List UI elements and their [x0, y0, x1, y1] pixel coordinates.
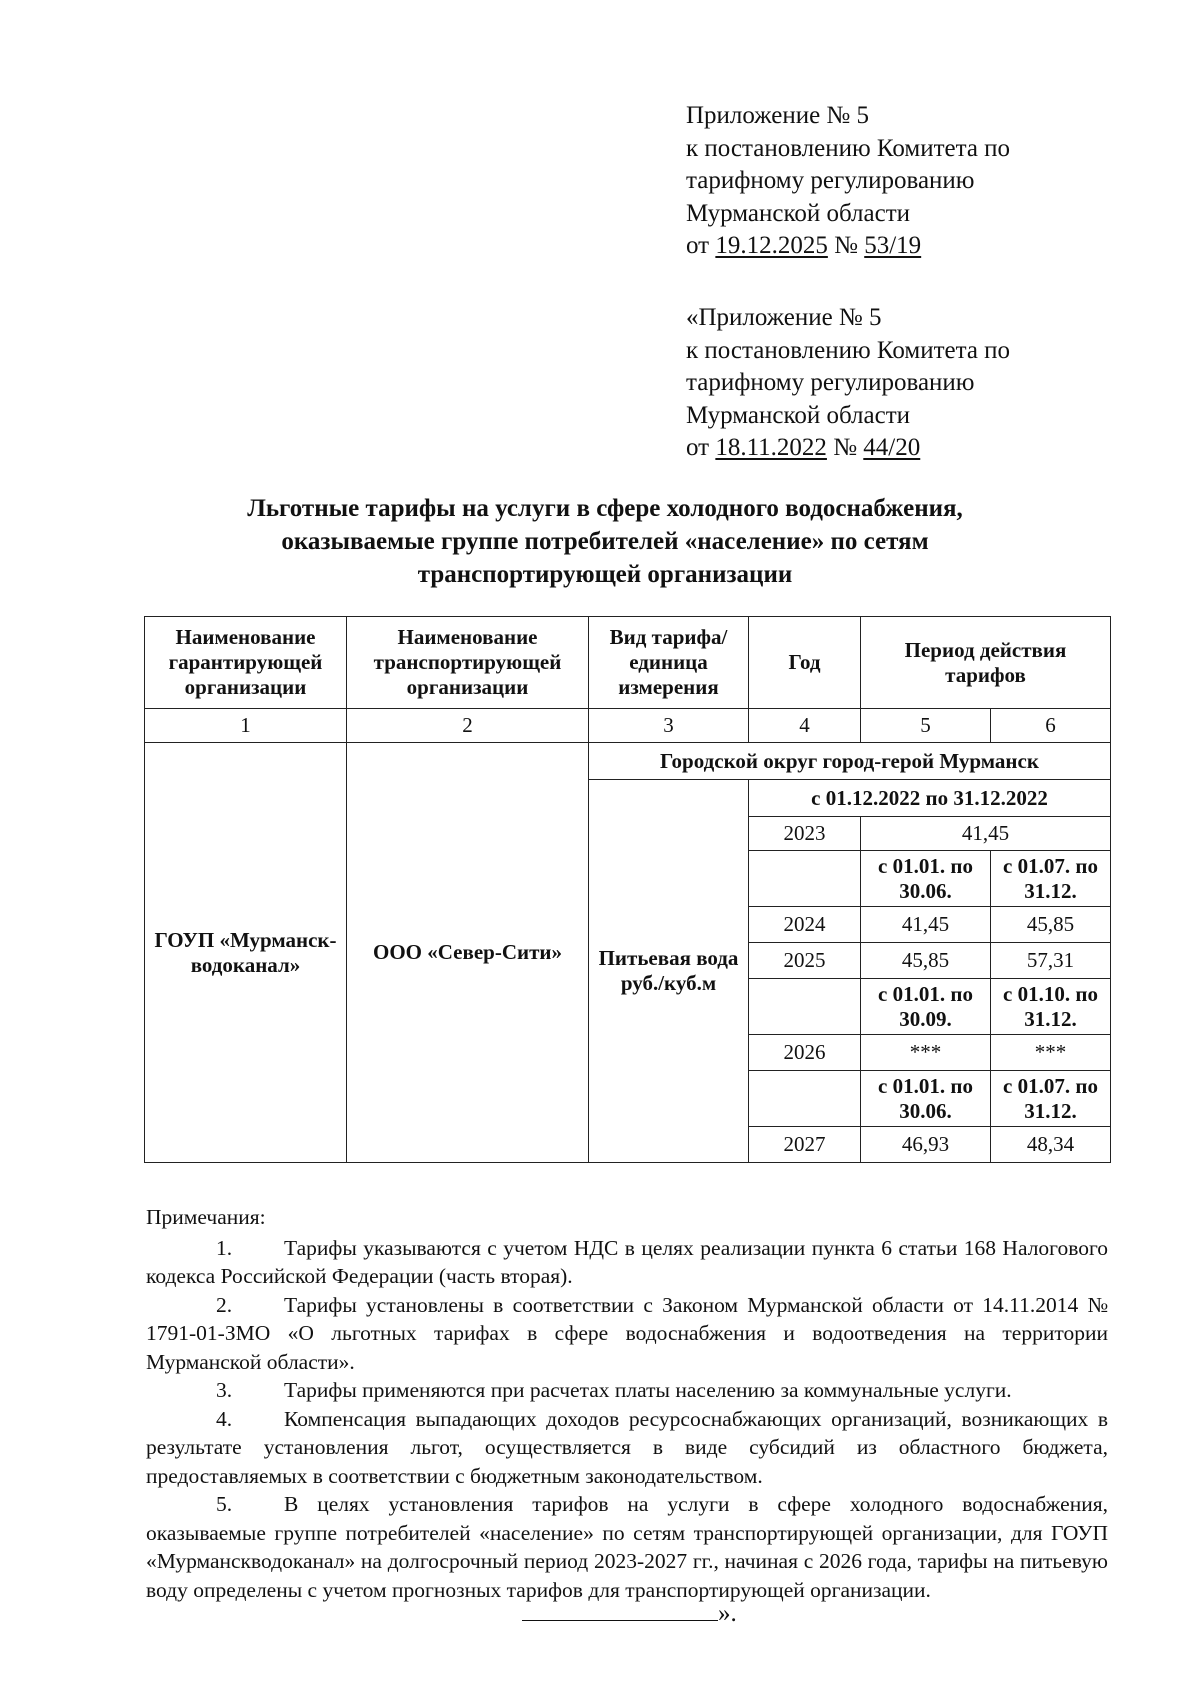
header-period: Период действия тарифов	[861, 617, 1111, 709]
closing-quote: ».	[718, 1600, 737, 1627]
date-prefix: от	[686, 232, 710, 259]
first-period-cell: с 01.12.2022 по 31.12.2022	[749, 780, 1111, 817]
appendix-line: тарифному регулированию	[686, 167, 975, 194]
year-cell: 2024	[749, 907, 861, 943]
tariff-value: ***	[861, 1035, 991, 1071]
year-cell-empty	[749, 979, 861, 1035]
note-text: Тарифы указываются с учетом НДС в целях реализации пункта 6 статьи 168 Налогового кодекса Российской Федерации (часть вторая).	[146, 1235, 1108, 1288]
column-number: 2	[347, 709, 589, 743]
title-line: оказываемые группе потребителей «население» по сетям	[281, 528, 929, 555]
note-number: 4.	[216, 1406, 233, 1431]
decree-number: 53/19	[864, 232, 922, 259]
period-cell: с 01.07. по 31.12.	[991, 851, 1111, 907]
tariff-value: 41,45	[861, 907, 991, 943]
closing-mark	[522, 1598, 737, 1629]
appendix-line: к постановлению Комитета по	[686, 134, 1011, 162]
title-line: Льготные тарифы на услуги в сфере холодного водоснабжения,	[247, 495, 963, 522]
header-tariff-type: Вид тарифа/ единица измерения	[589, 617, 749, 709]
tariff-value: 48,34	[991, 1127, 1111, 1163]
header-year: Год	[749, 617, 861, 709]
appendix-line: к постановлению Комитета по	[686, 336, 1011, 364]
decree-number: 44/20	[863, 434, 921, 461]
period-cell: с 01.01. по 30.06.	[861, 851, 991, 907]
appendix-date-line	[686, 432, 1116, 465]
note-number: 3.	[216, 1378, 233, 1402]
note-item	[146, 1376, 1108, 1405]
region-cell: Городской округ город-герой Мурманск	[589, 743, 1111, 780]
table-row	[145, 743, 1111, 780]
year-cell: 2026	[749, 1035, 861, 1071]
decree-date: 19.12.2025	[715, 232, 828, 259]
note-item	[146, 1234, 1108, 1291]
appendix-title: Приложение № 5	[686, 102, 870, 129]
decree-date: 18.11.2022	[715, 434, 827, 461]
tariff-value: 45,85	[861, 943, 991, 979]
tariff-value: 57,31	[991, 943, 1111, 979]
tariff-type-cell: Питьевая вода руб./куб.м	[589, 780, 749, 1163]
tariff-value: ***	[991, 1035, 1111, 1071]
year-cell: 2025	[749, 943, 861, 979]
notes-heading: Примечания:	[146, 1205, 266, 1229]
guaranteeing-org-cell: ГОУП «Мурманск-водоканал»	[145, 743, 347, 1163]
year-cell: 2027	[749, 1127, 861, 1163]
tariff-table	[144, 616, 1111, 1163]
number-sign: №	[833, 434, 858, 461]
number-sign: №	[834, 232, 858, 259]
header-transport-org: Наименование транспортирующей организации	[347, 617, 589, 709]
column-number: 1	[145, 709, 347, 743]
note-text: В целях установления тарифов на услуги в сфере холодного водоснабжения, оказываемые группе потребителей «население» по сетям транспортирующей организации, для ГОУП «Мурманскводоканал» на долгосрочный период 2023-2027 гг., начиная с 2026 года, тарифы на питьевую воду определены с учетом прогнозных тарифов для транспортирующей организации.	[146, 1492, 1108, 1602]
note-text: Компенсация выпадающих доходов ресурсоснабжающих организаций, возникающих в результате установления льгот, осуществляется в виде субсидий из областного бюджета, предоставляемых в соответствии с бюджетным законодательством.	[146, 1406, 1108, 1488]
column-number: 5	[861, 709, 991, 743]
notes-section	[146, 1203, 1108, 1604]
closing-underline	[522, 1598, 718, 1621]
appendix-title: «Приложение № 5	[686, 304, 882, 331]
transport-org-cell: ООО «Север-Сити»	[347, 743, 589, 1163]
year-cell: 2023	[749, 817, 861, 851]
note-number: 5.	[216, 1492, 233, 1516]
note-item	[146, 1405, 1108, 1491]
title-line: транспортирующей организации	[417, 561, 793, 588]
period-cell: с 01.01. по 30.06.	[861, 1071, 991, 1127]
header-guaranteeing-org: Наименование гарантирующей организации	[145, 617, 347, 709]
table-header-row	[145, 617, 1111, 709]
column-number: 6	[991, 709, 1111, 743]
period-cell: с 01.07. по 31.12.	[991, 1071, 1111, 1127]
appendix-date-line	[686, 230, 1116, 263]
appendix-line: тарифному регулированию	[686, 369, 975, 396]
note-item	[146, 1291, 1108, 1377]
appendix-current-header	[686, 100, 1116, 263]
document-title	[150, 492, 1060, 591]
note-number: 2.	[216, 1292, 233, 1317]
year-cell-empty	[749, 851, 861, 907]
period-cell: с 01.10. по 31.12.	[991, 979, 1111, 1035]
tariff-value: 45,85	[991, 907, 1111, 943]
note-text: Тарифы установлены в соответствии с Законом Мурманской области от 14.11.2014 № 1791-01-ЗМО «О льготных тарифах в сфере водоснабжения и водоотведения на территории Мурманской области».	[146, 1292, 1108, 1374]
appendix-line: Мурманской области	[686, 199, 911, 227]
column-number: 3	[589, 709, 749, 743]
column-number-row	[145, 709, 1111, 743]
date-prefix: от	[686, 434, 710, 461]
note-text: Тарифы применяются при расчетах платы населению за коммунальные услуги.	[284, 1378, 1012, 1402]
appendix-previous-header	[686, 302, 1116, 465]
tariff-value: 41,45	[861, 817, 1111, 851]
note-number: 1.	[216, 1235, 233, 1260]
column-number: 4	[749, 709, 861, 743]
appendix-line: Мурманской области	[686, 401, 911, 429]
tariff-value: 46,93	[861, 1127, 991, 1163]
period-cell: с 01.01. по 30.09.	[861, 979, 991, 1035]
note-item	[146, 1490, 1108, 1604]
year-cell-empty	[749, 1071, 861, 1127]
